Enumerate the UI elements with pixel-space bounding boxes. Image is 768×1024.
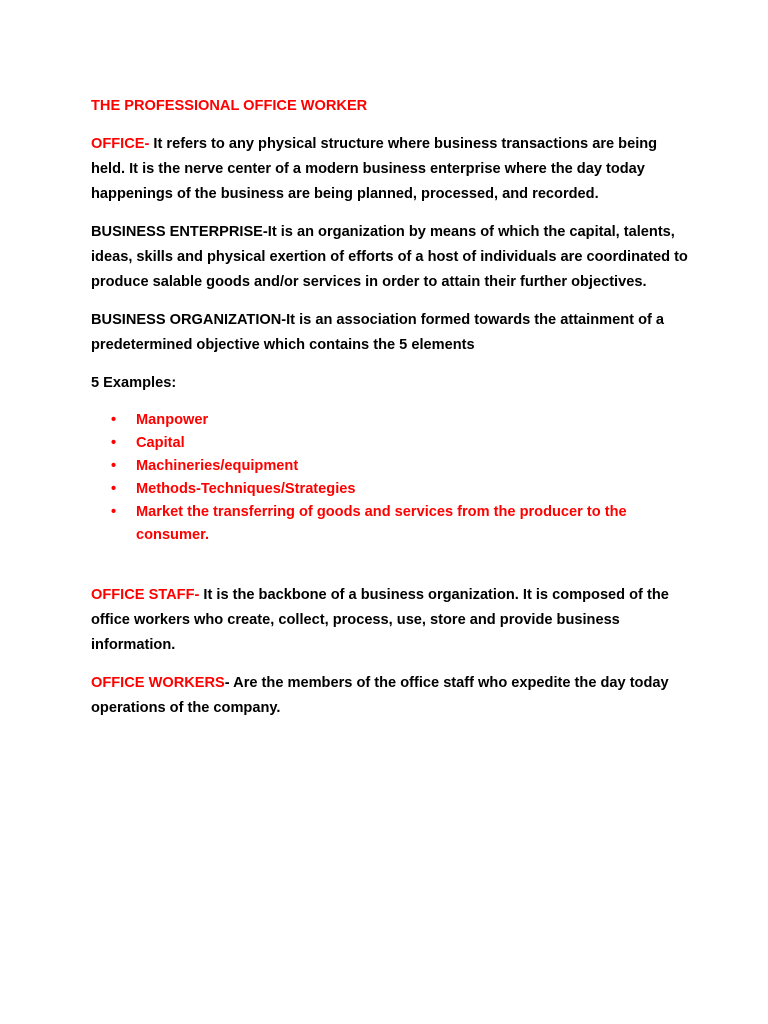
list-item-text: Methods-Techniques/Strategies <box>136 481 356 497</box>
office-staff-term: OFFICE STAFF- <box>91 587 200 603</box>
office-workers-definition: - Are the members of the office staff who expedite the day today operations of the company. <box>91 675 669 716</box>
list-item-text: Market the transferring of goods and services from the producer to the consumer. <box>136 504 627 543</box>
office-term: OFFICE- <box>91 136 150 152</box>
list-item <box>111 478 688 501</box>
bullet-icon: • <box>111 481 117 497</box>
list-item <box>111 409 688 432</box>
list-item <box>111 501 688 547</box>
office-definition: It refers to any physical structure where business transactions are being held. It is the nerve center of a modern business enterprise where the day today happenings of the business are being planned, processed, and recorded. <box>91 136 658 202</box>
list-item <box>111 455 688 478</box>
examples-list <box>91 409 688 547</box>
bullet-icon: • <box>111 412 117 428</box>
business-organization-paragraph: BUSINESS ORGANIZATION-It is an association formed towards the attainment of a predetermined objective which contains the 5 elements <box>91 312 665 353</box>
list-item-text: Capital <box>136 435 185 451</box>
business-enterprise-paragraph: BUSINESS ENTERPRISE-It is an organization by means of which the capital, talents, ideas, skills and physical exertion of efforts of a host of individuals are coordinated to produce salable goods and/or services in order to attain their further objectives. <box>91 224 688 290</box>
office-workers-term: OFFICE WORKERS <box>91 675 225 691</box>
list-item <box>111 432 688 455</box>
office-staff-definition: It is the backbone of a business organization. It is composed of the office workers who create, collect, process, use, store and provide business information. <box>91 587 669 653</box>
bullet-icon: • <box>111 458 117 474</box>
list-item-text: Manpower <box>136 412 209 428</box>
bullet-icon: • <box>111 504 117 520</box>
examples-heading: 5 Examples: <box>91 375 177 391</box>
list-item-text: Machineries/equipment <box>136 458 299 474</box>
office-workers-paragraph <box>91 671 688 721</box>
document-title: THE PROFESSIONAL OFFICE WORKER <box>91 98 368 114</box>
office-paragraph <box>91 132 688 207</box>
bullet-icon: • <box>111 435 117 451</box>
office-staff-paragraph <box>91 583 688 658</box>
